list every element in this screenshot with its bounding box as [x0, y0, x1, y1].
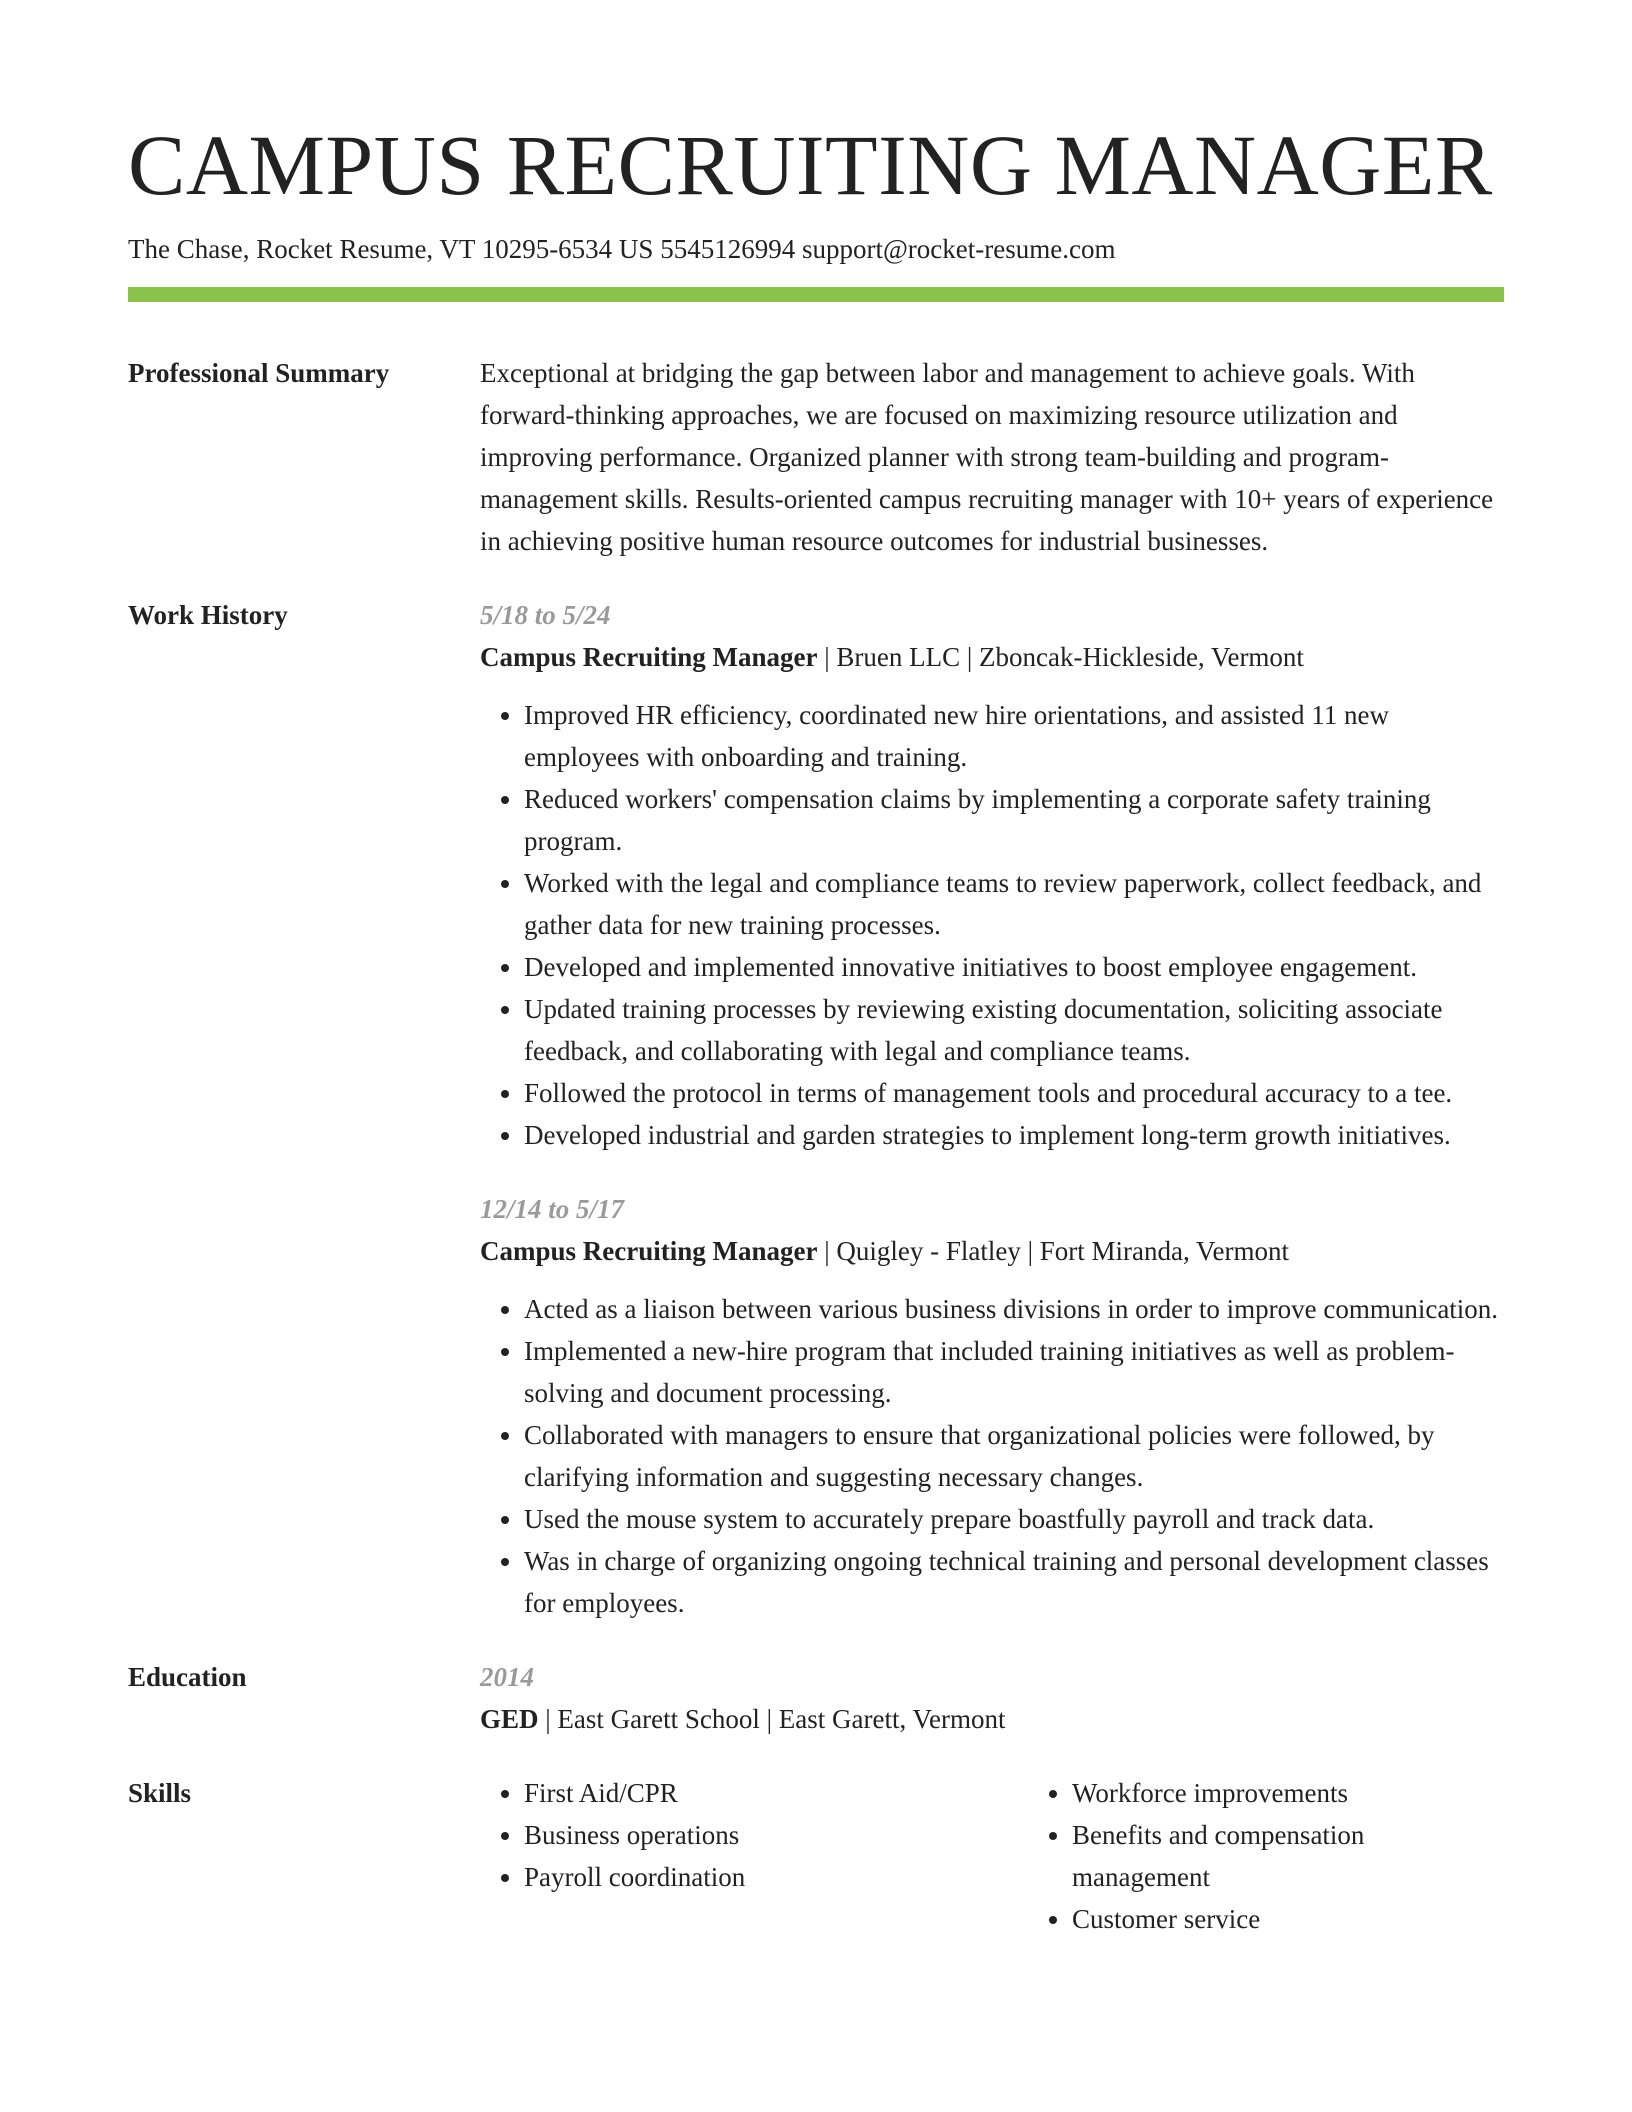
- job-bullet: • Worked with the legal and compliance teams to review paperwork, collect feedback, and gather data for new training processes.: [524, 862, 1504, 946]
- job-bullet: • Collaborated with managers to ensure that organizational policies were followed, by clarifying information and suggesting necessary changes.: [524, 1414, 1504, 1498]
- job-bullets: [480, 1288, 1504, 1624]
- accent-divider: [128, 287, 1504, 302]
- job-details: | Bruen LLC | Zboncak-Hickleside, Vermont: [817, 641, 1304, 672]
- section-label-skills: Skills: [128, 1777, 192, 1808]
- skill-item: • Customer service: [1072, 1898, 1504, 1940]
- summary-text: Exceptional at bridging the gap between labor and management to achieve goals. With forward-thinking approaches, we are focused on maximizing resource utilization and improving performance. Organized planner with strong team-building and program-management skills. Results-oriented campus recruiting manager with 10+ years of experience in achieving positive human resource outcomes for industrial businesses.: [480, 357, 1494, 556]
- job-bullet: • Updated training processes by reviewing existing documentation, soliciting associate feedback, and collaborating with legal and compliance teams.: [524, 988, 1504, 1072]
- skills-section: [128, 1772, 1504, 1940]
- job-bullet: • Reduced workers' compensation claims by implementing a corporate safety training program.: [524, 778, 1504, 862]
- skill-item: • Payroll coordination: [524, 1856, 1028, 1898]
- job-entry: [480, 1188, 1504, 1624]
- skills-column-1: [480, 1772, 1028, 1940]
- section-label-work-history: Work History: [128, 599, 288, 630]
- job-bullet: • Implemented a new-hire program that included training initiatives as well as problem-solving and document processing.: [524, 1330, 1504, 1414]
- work-history-content: [480, 594, 1504, 1624]
- job-dates: 5/18 to 5/24: [480, 599, 611, 630]
- job-bullet: • Developed industrial and garden strategies to implement long-term growth initiatives.: [524, 1114, 1504, 1156]
- section-label-summary: Professional Summary: [128, 357, 390, 388]
- resume-page: [128, 118, 1504, 1940]
- skills-content: [480, 1772, 1504, 1940]
- skills-grid: [480, 1772, 1504, 1940]
- education-degree: GED: [480, 1703, 539, 1734]
- job-bullet: • Used the mouse system to accurately prepare boastfully payroll and track data.: [524, 1498, 1504, 1540]
- education-year: 2014: [480, 1661, 534, 1692]
- job-heading: [480, 1230, 1504, 1272]
- job-dates: 12/14 to 5/17: [480, 1193, 625, 1224]
- summary-section: [128, 352, 1504, 562]
- job-bullet: • Acted as a liaison between various business divisions in order to improve communication.: [524, 1288, 1504, 1330]
- skill-item: • Workforce improvements: [1072, 1772, 1504, 1814]
- education-heading: [480, 1698, 1504, 1740]
- skill-item: • Benefits and compensation management: [1072, 1814, 1504, 1898]
- skill-item: • First Aid/CPR: [524, 1772, 1028, 1814]
- resume-title: CAMPUS RECRUITING MANAGER: [128, 117, 1493, 213]
- job-bullet: • Developed and implemented innovative initiatives to boost employee engagement.: [524, 946, 1504, 988]
- work-history-section: [128, 594, 1504, 1624]
- job-bullet: • Improved HR efficiency, coordinated new hire orientations, and assisted 11 new employees with onboarding and training.: [524, 694, 1504, 778]
- skill-item: • Business operations: [524, 1814, 1028, 1856]
- job-entry: [480, 594, 1504, 1156]
- education-section: [128, 1656, 1504, 1740]
- skills-column-2: [1028, 1772, 1504, 1940]
- education-details: | East Garett School | East Garett, Vermont: [538, 1703, 1006, 1734]
- job-bullets: [480, 694, 1504, 1156]
- section-label-education: Education: [128, 1661, 247, 1692]
- contact-line: The Chase, Rocket Resume, VT 10295-6534 US 5545126994 support@rocket-resume.com: [128, 233, 1116, 264]
- job-details: | Quigley - Flatley | Fort Miranda, Vermont: [817, 1235, 1289, 1266]
- education-content: [480, 1656, 1504, 1740]
- job-bullet: • Followed the protocol in terms of management tools and procedural accuracy to a tee.: [524, 1072, 1504, 1114]
- job-heading: [480, 636, 1504, 678]
- job-title: Campus Recruiting Manager: [480, 641, 818, 672]
- job-bullet: • Was in charge of organizing ongoing technical training and personal development classes for employees.: [524, 1540, 1504, 1624]
- job-title: Campus Recruiting Manager: [480, 1235, 818, 1266]
